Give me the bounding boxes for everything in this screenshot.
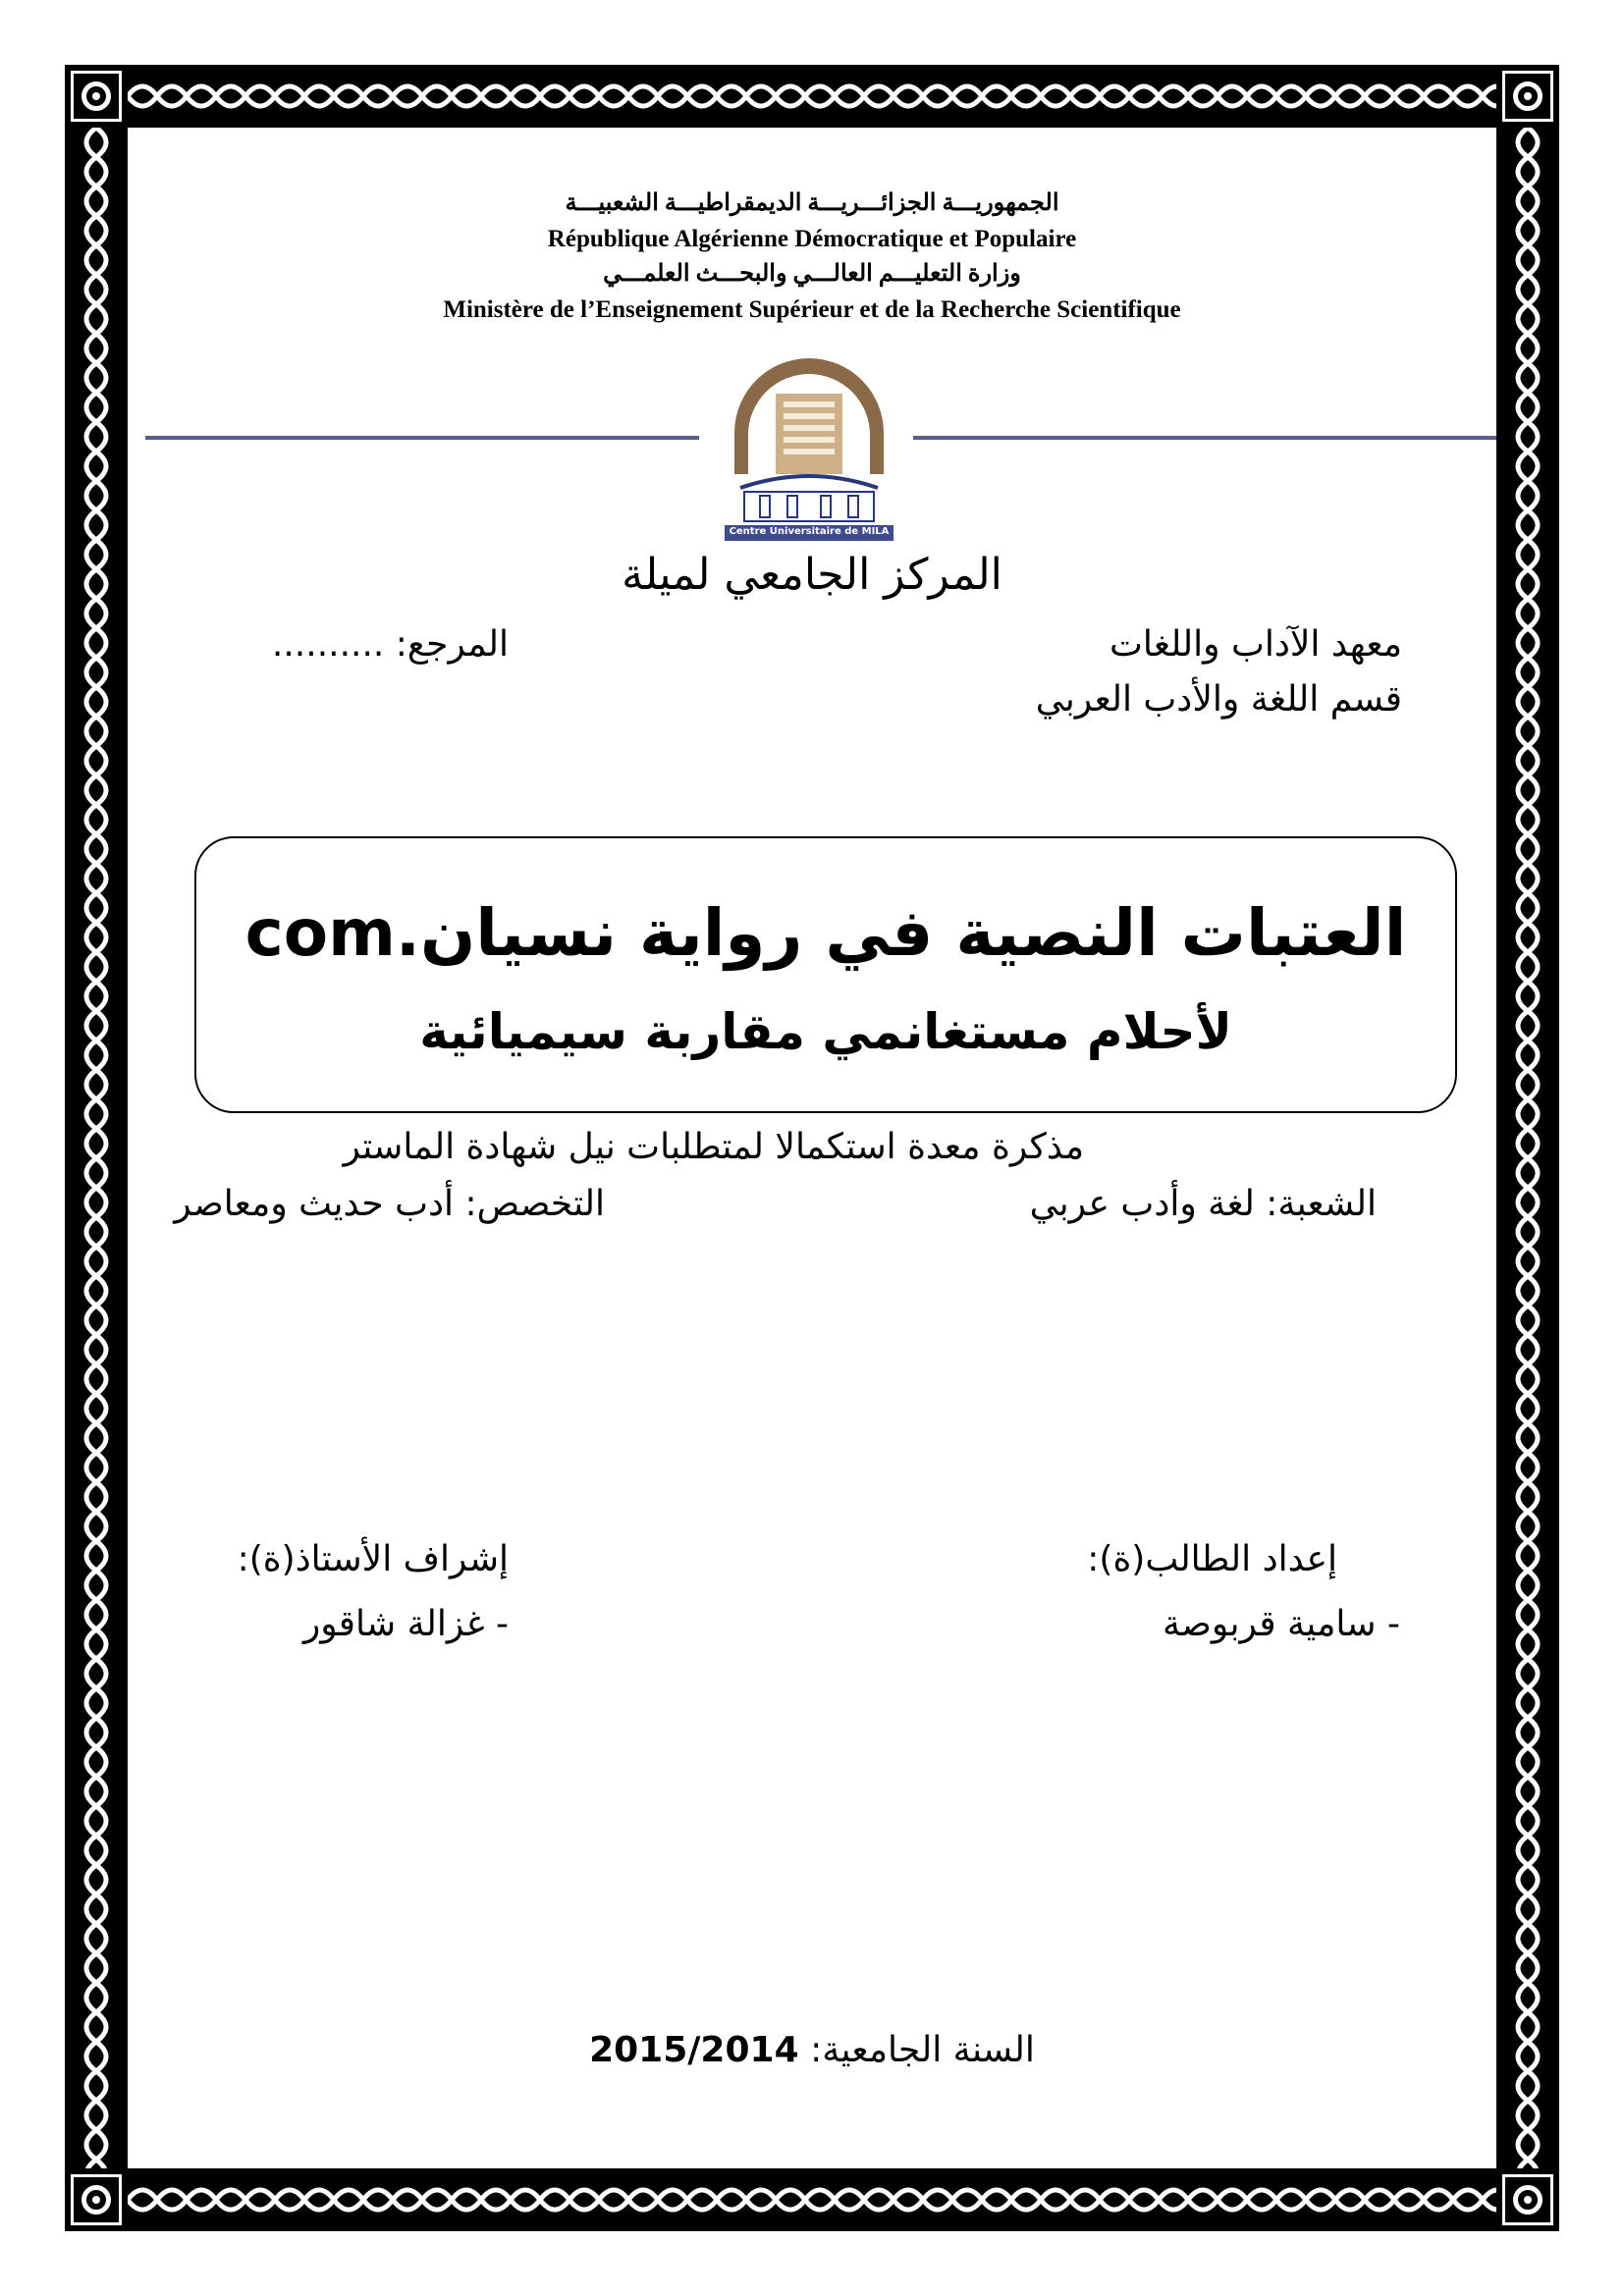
academic-year-value: 2015/2014 (589, 2030, 799, 2070)
reference-field: المرجع: .......... (271, 624, 509, 665)
corner-ornament-icon (1502, 71, 1553, 122)
academic-year-label: السنة الجامعية: (810, 2030, 1035, 2070)
header-rule-right (913, 436, 1496, 440)
header-rule-left (145, 436, 699, 440)
border-braid-bottom (128, 2178, 1496, 2221)
specialty-field: التخصص: أدب حديث ومعاصر (174, 1184, 605, 1224)
memo-purpose: مذكرة معدة استكمالا لمتطلبات نيل شهادة الماستر (343, 1127, 1084, 1167)
academic-year (0, 2030, 1624, 2070)
student-name: - سامية قربوصة (1162, 1604, 1400, 1644)
university-building-icon (725, 358, 893, 541)
border-braid-left (75, 128, 118, 2168)
thesis-title-box (194, 836, 1457, 1113)
border-braid-right (1506, 128, 1549, 2168)
corner-ornament-icon (71, 2174, 122, 2225)
department-name: قسم اللغة والأدب العربي (1035, 679, 1402, 720)
prepared-by-label: إعداد الطالب(ة): (1087, 1539, 1337, 1579)
institute-name: معهد الآداب واللغات (1110, 624, 1402, 665)
corner-ornament-icon (1502, 2174, 1553, 2225)
thesis-title-line2: لأحلام مستغانمي مقاربة سيميائية (419, 1003, 1232, 1060)
branch-field: الشعبة: لغة وأدب عربي (1029, 1184, 1377, 1224)
center-name: المركز الجامعي لميلة (622, 550, 1002, 600)
republic-french: République Algérienne Démocratique et Populaire (547, 226, 1077, 252)
ministry-french: Ministère de l’Enseignement Supérieur et de la Recherche Scientifique (443, 296, 1181, 323)
thesis-title-line1: العتبات النصية في رواية نسيان.com (244, 895, 1407, 971)
republic-arabic: الجمهوريـــة الجزائـــريـــة الديمقراطيـــة الشعبيـــة (565, 190, 1059, 216)
ministry-arabic: وزارة التعليـــم العالـــي والبحـــث العلمـــي (603, 261, 1021, 287)
logo-caption: Centre Universitaire de MILA (729, 526, 890, 537)
supervisor-name: - غزالة شاقور (302, 1604, 509, 1644)
border-braid-top (128, 75, 1496, 118)
university-logo (725, 358, 893, 541)
corner-ornament-icon (71, 71, 122, 122)
supervision-label: إشراف الأستاذ(ة): (237, 1539, 509, 1579)
